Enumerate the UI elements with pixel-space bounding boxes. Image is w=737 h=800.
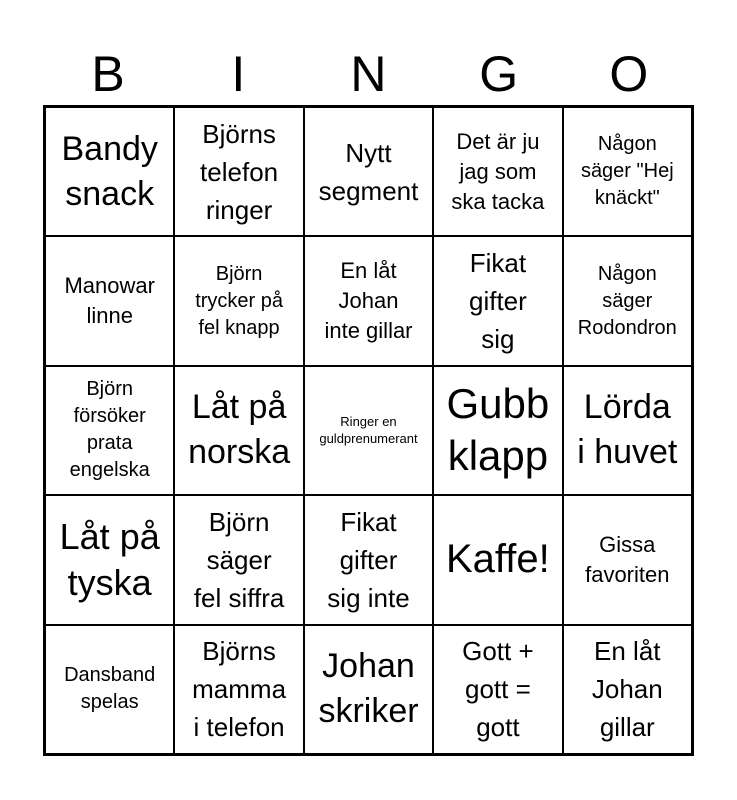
header-letter-n: N <box>350 46 387 102</box>
cell-text: Låt på tyska <box>59 515 160 603</box>
header-letter-b: B <box>91 46 125 102</box>
cell-text: Björn trycker på fel knapp <box>195 262 283 339</box>
cell-text: Någon säger Rodondron <box>577 262 677 339</box>
cell-text: Någon säger "Hej knäckt" <box>580 133 674 210</box>
cell-text: Dansband spelas <box>64 664 156 714</box>
bingo-cell[interactable] <box>433 366 562 495</box>
cell-text: Björns telefon ringer <box>200 118 279 225</box>
bingo-cell[interactable] <box>174 107 303 236</box>
cell-text: Lörda i huvet <box>577 388 678 472</box>
cell-text: Johan skriker <box>318 647 419 731</box>
bingo-header <box>43 44 694 104</box>
bingo-cell[interactable] <box>45 495 174 624</box>
cell-text: Gott + gott = gott <box>462 636 534 743</box>
bingo-cell[interactable] <box>563 236 692 365</box>
header-letter-o: O <box>609 46 649 102</box>
cell-text: Björn försöker prata engelska <box>69 378 150 482</box>
bingo-cell[interactable] <box>304 236 433 365</box>
bingo-cell[interactable] <box>174 625 303 754</box>
cell-text: Låt på norska <box>188 388 291 472</box>
bingo-cell[interactable] <box>174 495 303 624</box>
cell-text: Björn säger fel siffra <box>193 506 285 613</box>
bingo-cell[interactable] <box>304 625 433 754</box>
cell-text: Fikat gifter sig <box>468 248 527 355</box>
bingo-cell[interactable] <box>304 366 433 495</box>
cell-text: Gissa favoriten <box>585 531 670 587</box>
cell-text: Bandy snack <box>61 129 158 213</box>
bingo-cell[interactable] <box>45 107 174 236</box>
bingo-cell[interactable] <box>304 495 433 624</box>
bingo-grid <box>43 105 694 756</box>
cell-text: En låt Johan gillar <box>591 636 663 743</box>
bingo-cell[interactable] <box>433 495 562 624</box>
cell-text: Kaffe! <box>445 537 550 582</box>
cell-text: Manowar linne <box>64 273 155 329</box>
bingo-cell[interactable] <box>45 625 174 754</box>
bingo-cell[interactable] <box>45 366 174 495</box>
bingo-cell[interactable] <box>174 236 303 365</box>
cell-text: En låt Johan inte gillar <box>324 258 413 344</box>
bingo-cell[interactable] <box>563 625 692 754</box>
bingo-cell[interactable] <box>563 366 692 495</box>
bingo-cell[interactable] <box>304 107 433 236</box>
bingo-cell[interactable] <box>563 107 692 236</box>
header-letter-g: G <box>479 46 519 102</box>
bingo-cell[interactable] <box>45 236 174 365</box>
cell-text: Björns mamma i telefon <box>192 636 287 743</box>
bingo-cell[interactable] <box>174 366 303 495</box>
bingo-cell[interactable] <box>433 107 562 236</box>
cell-text: Ringer en guldprenumerant <box>319 414 418 447</box>
bingo-cell[interactable] <box>433 236 562 365</box>
bingo-cell[interactable] <box>563 495 692 624</box>
cell-text: Gubb klapp <box>446 380 550 480</box>
header-letter-i: I <box>231 46 246 102</box>
cell-text: Nytt segment <box>318 137 419 206</box>
cell-text: Fikat gifter sig inte <box>327 506 410 613</box>
cell-text: Det är ju jag som ska tacka <box>451 128 545 214</box>
bingo-cell[interactable] <box>433 625 562 754</box>
